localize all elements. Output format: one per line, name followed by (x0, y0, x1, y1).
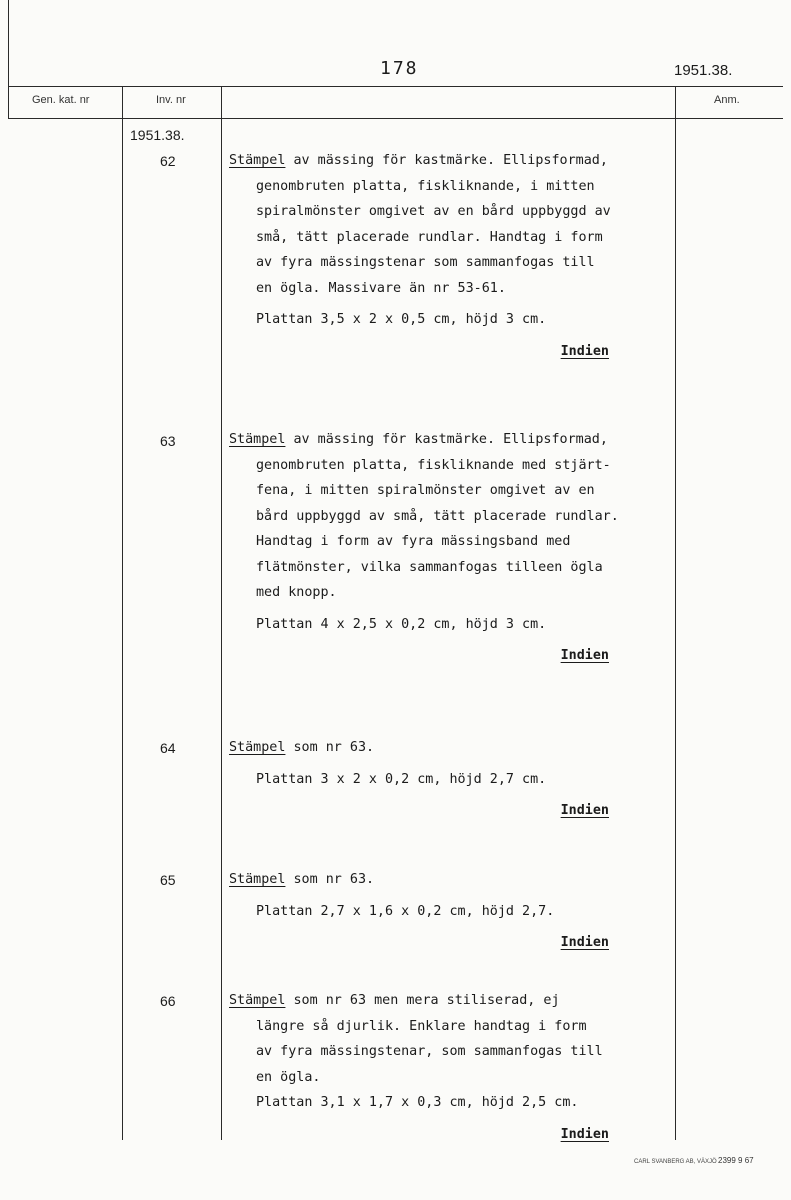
entry-first-line: Stämpel av mässing för kastmärke. Ellipsformad, (229, 153, 608, 168)
col-divider-anm (675, 86, 676, 1140)
inventory-number: 63 (160, 433, 176, 449)
col-divider-text (221, 86, 222, 1140)
header-top-rule (8, 86, 783, 87)
entry-text-line: av fyra mässingstenar, som sammanfogas till (256, 1044, 603, 1059)
entry-text-line: längre så djurlik. Enklare handtag i form (256, 1018, 587, 1034)
entry-origin: Indien (560, 648, 609, 663)
entry-dimensions: Plattan 3,5 x 2 x 0,5 cm, höjd 3 cm. (256, 312, 547, 327)
entry-text-line: genombruten platta, fiskliknande, i mitten (256, 178, 595, 194)
left-margin-rule (8, 0, 9, 86)
series-number: 1951.38. (130, 127, 185, 143)
entry-text-line: spiralmönster omgivet av en bård uppbyggd av (256, 204, 611, 219)
entry-text-line: små, tätt placerade rundlar. Handtag i form (256, 229, 603, 245)
entry-text-line: av fyra mässingstenar som sammanfogas till (256, 255, 595, 270)
entry-first-line: Stämpel av mässing för kastmärke. Ellipsformad, (229, 432, 608, 447)
entry-text-line: fena, i mitten spiralmönster omgivet av en (256, 483, 595, 498)
entry-dimensions: Plattan 3,1 x 1,7 x 0,3 cm, höjd 2,5 cm. (256, 1095, 579, 1110)
inventory-number: 64 (160, 740, 176, 756)
catalog-entry (229, 735, 669, 824)
entry-dimensions: Plattan 2,7 x 1,6 x 0,2 cm, höjd 2,7. (256, 903, 555, 919)
column-header-gen-kat-nr: Gen. kat. nr (32, 94, 90, 106)
catalog-reference: 1951.38. (674, 62, 733, 79)
entry-origin: Indien (560, 935, 609, 950)
entry-first-line: Stämpel som nr 63 men mera stiliserad, ej (229, 993, 560, 1008)
catalog-entry (229, 867, 669, 956)
col-divider-gen-kat (8, 86, 9, 119)
entry-origin: Indien (560, 1126, 609, 1142)
inventory-number: 66 (160, 993, 176, 1009)
inventory-number: 62 (160, 153, 176, 169)
entry-dimensions: Plattan 3 x 2 x 0,2 cm, höjd 2,7 cm. (256, 771, 547, 787)
entry-text-line: med knopp. (256, 585, 337, 600)
inventory-number: 65 (160, 872, 176, 888)
object-term: Stämpel (229, 740, 286, 755)
entry-origin: Indien (560, 803, 609, 818)
entry-text-line: flätmönster, vilka sammanfogas tilleen ögla (256, 559, 603, 575)
catalog-entry (229, 988, 669, 1147)
entry-text-line: Handtag i form av fyra mässingsband med (256, 534, 571, 549)
printer-imprint: CARL SVANBERG AB, VÄXJÖ (634, 1159, 717, 1165)
entry-dimensions: Plattan 4 x 2,5 x 0,2 cm, höjd 3 cm. (256, 616, 547, 632)
entry-first-line: Stämpel som nr 63. (229, 872, 375, 887)
catalog-entry (229, 148, 669, 364)
entry-origin: Indien (560, 343, 609, 359)
object-term: Stämpel (229, 432, 286, 447)
page-number: 178 (380, 58, 419, 79)
column-header-anm: Anm. (714, 94, 740, 106)
object-term: Stämpel (229, 993, 286, 1008)
object-term: Stämpel (229, 153, 286, 168)
print-code: 2399 9 67 (718, 1156, 754, 1165)
catalog-entry (229, 427, 669, 669)
column-header-inv-nr: Inv. nr (156, 94, 186, 106)
entry-text-line: en ögla. (256, 1069, 321, 1085)
object-term: Stämpel (229, 872, 286, 887)
entry-text-line: bård uppbyggd av små, tätt placerade rundlar. (256, 508, 619, 524)
col-divider-inv (122, 86, 123, 1140)
entry-first-line: Stämpel som nr 63. (229, 740, 375, 755)
header-bottom-rule (8, 118, 783, 119)
entry-text-line: en ögla. Massivare än nr 53-61. (256, 280, 506, 296)
entry-text-line: genombruten platta, fiskliknande med stjärt- (256, 457, 611, 473)
